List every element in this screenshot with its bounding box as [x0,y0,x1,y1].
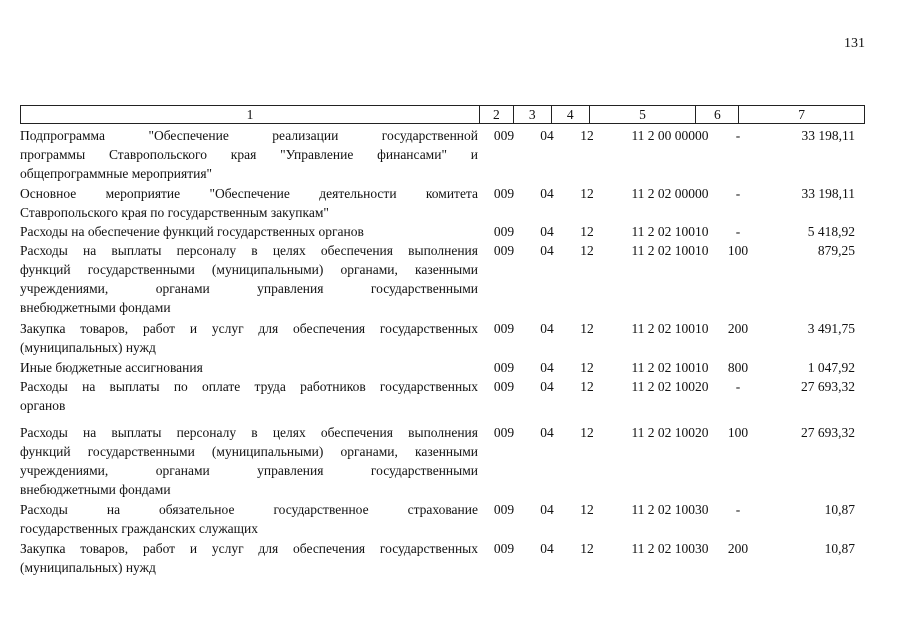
row-description-line: Подпрограмма "Обеспечение реализации государственной [20,128,478,143]
row-target-article: 11 2 02 10010 [631,224,709,239]
row-amount: 27 693,32 [801,425,855,440]
row-description-line: Закупка товаров, работ и услуг для обеспечения государственных [20,541,478,556]
row-amount: 1 047,92 [807,360,855,375]
row-admin-code: 009 [493,379,515,394]
row-subsection: 12 [580,360,594,375]
row-section: 04 [540,379,554,394]
row-target-article: 11 2 02 00000 [631,186,709,201]
row-amount: 10,87 [824,502,855,517]
row-expense-type: 200 [727,541,749,556]
row-description-line: органов [20,398,66,413]
row-description-line: Расходы на выплаты персоналу в целях обеспечения выполнения [20,243,478,258]
row-description-line: внебюджетными фондами [20,300,171,315]
row-subsection: 12 [580,186,594,201]
row-amount: 27 693,32 [801,379,855,394]
row-description-line: учреждениями, органами управления государственными [20,281,478,296]
row-target-article: 11 2 02 10020 [631,379,709,394]
row-subsection: 12 [580,379,594,394]
page-number: 131 [844,36,865,51]
row-description-line: Расходы на выплаты по оплате труда работников государственных [20,379,478,394]
row-admin-code: 009 [493,243,515,258]
row-subsection: 12 [580,321,594,336]
row-description-line: (муниципальных) нужд [20,560,156,575]
row-expense-type: 100 [727,243,749,258]
row-section: 04 [540,321,554,336]
row-expense-type: 800 [727,360,749,375]
header-col-1: 1 [21,106,480,123]
row-section: 04 [540,541,554,556]
header-col-2: 2 [480,106,514,123]
row-target-article: 11 2 02 10030 [631,502,709,517]
row-description-line: внебюджетными фондами [20,482,171,497]
row-description-line: (муниципальных) нужд [20,340,156,355]
row-description-line: программы Ставропольского края "Управление финансами" и [20,147,478,162]
row-admin-code: 009 [493,321,515,336]
row-amount: 33 198,11 [801,186,855,201]
row-target-article: 11 2 02 10010 [631,243,709,258]
row-amount: 10,87 [824,541,855,556]
header-col-5: 5 [590,106,697,123]
row-subsection: 12 [580,128,594,143]
row-admin-code: 009 [493,186,515,201]
row-expense-type: 100 [727,425,749,440]
row-expense-type: - [735,379,741,394]
row-section: 04 [540,502,554,517]
row-subsection: 12 [580,425,594,440]
row-admin-code: 009 [493,425,515,440]
row-target-article: 11 2 02 10020 [631,425,709,440]
row-description-line: Закупка товаров, работ и услуг для обеспечения государственных [20,321,478,336]
row-admin-code: 009 [493,502,515,517]
row-description-line: Ставропольского края по государственным закупкам" [20,205,329,220]
row-target-article: 11 2 02 10030 [631,541,709,556]
row-admin-code: 009 [493,224,515,239]
row-admin-code: 009 [493,360,515,375]
row-target-article: 11 2 00 00000 [631,128,709,143]
row-description-line: Расходы на выплаты персоналу в целях обеспечения выполнения [20,425,478,440]
row-description-line: Расходы на обеспечение функций государственных органов [20,224,364,239]
row-description-line: Иные бюджетные ассигнования [20,360,203,375]
row-expense-type: - [735,186,741,201]
row-admin-code: 009 [493,541,515,556]
row-target-article: 11 2 02 10010 [631,360,709,375]
row-subsection: 12 [580,243,594,258]
row-expense-type: - [735,502,741,517]
row-target-article: 11 2 02 10010 [631,321,709,336]
header-col-7: 7 [798,107,806,122]
row-section: 04 [540,425,554,440]
row-expense-type: - [735,224,741,239]
row-amount: 3 491,75 [807,321,855,336]
row-amount: 5 418,92 [807,224,855,239]
row-description-line: учреждениями, органами управления государственными [20,463,478,478]
row-description-line: Основное мероприятие "Обеспечение деятельности комитета [20,186,478,201]
row-amount: 33 198,11 [801,128,855,143]
row-section: 04 [540,243,554,258]
row-section: 04 [540,128,554,143]
header-col-4: 4 [552,106,590,123]
row-description-line: общепрограммные мероприятия" [20,166,213,181]
row-section: 04 [540,360,554,375]
row-section: 04 [540,186,554,201]
row-description-line: функций государственными (муниципальными) органами, казенными [20,262,478,277]
row-amount: 879,25 [817,243,855,258]
header-col-6: 6 [696,106,739,123]
row-subsection: 12 [580,541,594,556]
row-subsection: 12 [580,224,594,239]
row-admin-code: 009 [493,128,515,143]
row-description-line: государственных гражданских служащих [20,521,259,536]
table-header [20,105,865,124]
row-expense-type: - [735,128,741,143]
header-col-3: 3 [514,106,552,123]
row-expense-type: 200 [727,321,749,336]
row-section: 04 [540,224,554,239]
row-description-line: функций государственными (муниципальными) органами, казенными [20,444,478,459]
row-subsection: 12 [580,502,594,517]
row-description-line: Расходы на обязательное государственное страхование [20,502,478,517]
